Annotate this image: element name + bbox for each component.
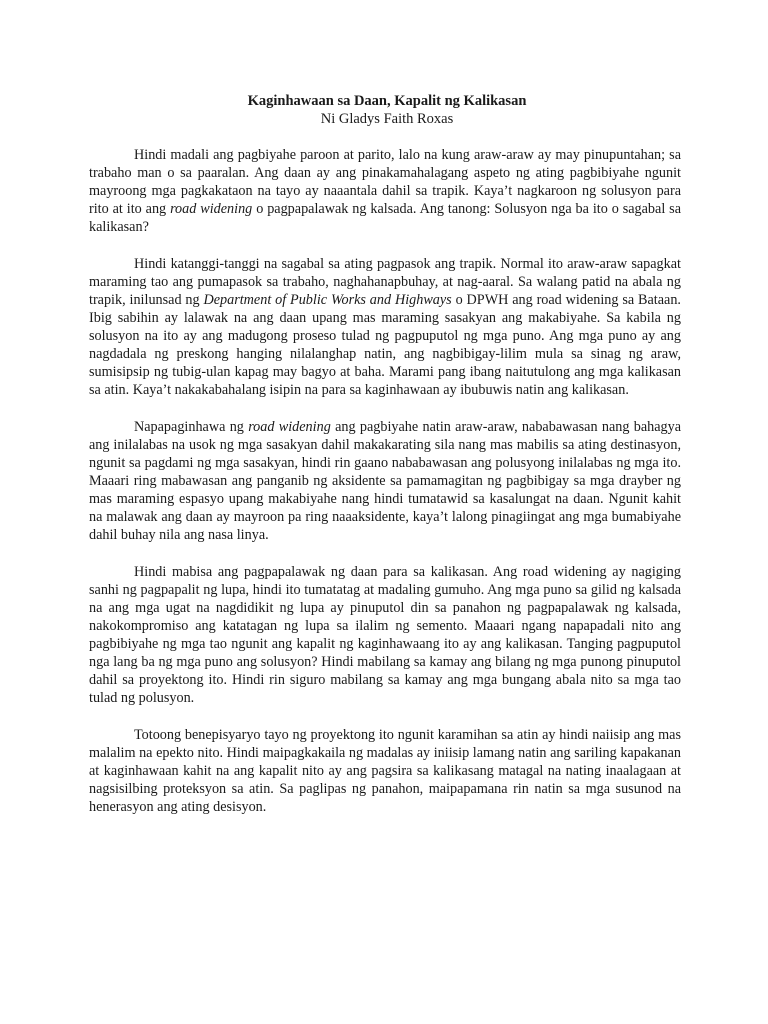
paragraph-text: o pagpapalawak ng kalsada. Ang tanong: Solusyon nga ba ito o sagabal sa kalikasan? — [89, 201, 681, 235]
paragraph-text: Hindi mabisa ang pagpapalawak ng daan para sa kalikasan. Ang road widening ay nagiging sanhi ng pagpapalit ng lupa, hindi ito tumatatag at madaling gumuho. Ang mga puno sa gilid ng kalsada na ang mga ugat na nagdidikit ng lupa ay pinuputol din sa panahon ng pagpapalawak ng kalsada, nakokompromiso ang katatagan ng lupa sa ilalim ng semento. Maaari ngang napapadali nito ang pagbibiyahe ng mga tao ngunit ang kapalit ng kaginhawaang ito ay ang kalikasan. Tanging pagpuputol nga lang ba ng mga puno ang solusyon? Hindi mabilang sa kamay ang bilang ng mga punong pinuputol dahil sa proyektong ito. Hindi rin siguro mabilang sa kamay ang mga bungang abala nito sa mga tao tulad ng polusyon. — [89, 564, 681, 706]
essay-body — [89, 146, 681, 816]
body-paragraph — [89, 563, 681, 707]
paragraph-text: Hindi katanggi-tanggi na sagabal sa ating pagpasok ang trapik. Normal ito araw-araw sapagkat maraming tao ang pumapasok sa trabaho, naghahanapbuhay, at nag-aaral. Sa walang patid na abala ng trapik, inilunsad ng — [89, 256, 681, 308]
essay-author: Ni Gladys Faith Roxas — [320, 111, 454, 127]
body-paragraph — [89, 146, 681, 236]
paragraph-text: Totoong benepisyaryo tayo ng proyektong ito ngunit karamihan sa atin ay hindi naiisip ang mas malalim na epekto nito. Hindi maipagkakaila ng madalas ay iniisip lamang natin ang sariling kapakanan at kaginhawaan kahit na ang kapalit nito ay ang pagsira sa kalikasang matagal na nating inaalagaan at nagsisilbing proteksyon sa atin. Sa paglipas ng panahon, maipapamana rin natin sa mga susunod na henerasyon ang ating desisyon. — [89, 727, 681, 815]
paragraph-text: o DPWH ang road widening sa Bataan. Ibig sabihin ay lalawak na ang daan upang mas maraming sasakyan ang makabiyahe. Sa kabila ng solusyon na ito ay ang madugong proseso tulad ng pagpuputol ng mga puno. Ang mga puno ay ang nagdadala ng preskong hanging nilalanghap natin, ang nagbibigay-lilim mula sa sinag ng araw, sumisipsip ng tubig-ulan kapag may bagyo at baha. Marami pang ibang naitutulong ang mga kalikasan sa atin. Kaya’t nakakabahalang isipin na para sa kaginhawaan ay ibubuwis natin ang kalikasan. — [89, 292, 681, 398]
body-paragraph — [89, 418, 681, 544]
body-paragraph — [89, 726, 681, 816]
italic-term: road widening — [248, 419, 331, 435]
paragraph-text: Hindi madali ang pagbiyahe paroon at parito, lalo na kung araw-araw ay may pinupuntahan; sa trabaho man o sa paaralan. Ang daan ay ang pinakamahalagang aspeto ng ating pagbibiyahe ngunit mayroong mga pagkakataon na tayo ay naaantala dahil sa trapik. Kaya’t nagkaroon ng solusyon para rito at ito ang — [89, 147, 681, 217]
paragraph-text: ang pagbiyahe natin araw-araw, nababawasan nang bahagya ang inilalabas na usok ng mga sasakyan dahil makakarating sila nang mas mabilis sa ating destinasyon, ngunit sa pagdami ng mga sasakyan, hindi rin gaano nababawasan ang polusyong inilalabas ng mga ito. Maaari ring mabawasan ang panganib ng aksidente sa pamamagitan ng pagbibigay sa mga drayber ng mas maraming espasyo upang makabiyahe nang hindi tumatawid sa kasalungat na daan. Ngunit kahit na malawak ang daan ay mayroon pa ring naaaksidente, kaya’t lalong pinagiingat ang mga bumabiyahe dahil buhay nila ang nasa linya. — [89, 419, 682, 543]
paragraph-text: Napapaginhawa ng — [134, 419, 249, 435]
essay-title: Kaginhawaan sa Daan, Kapalit ng Kalikasan — [247, 93, 527, 109]
italic-term: road widening — [170, 201, 253, 217]
italic-term: Department of Public Works and Highways — [203, 292, 452, 308]
body-paragraph — [89, 255, 681, 399]
